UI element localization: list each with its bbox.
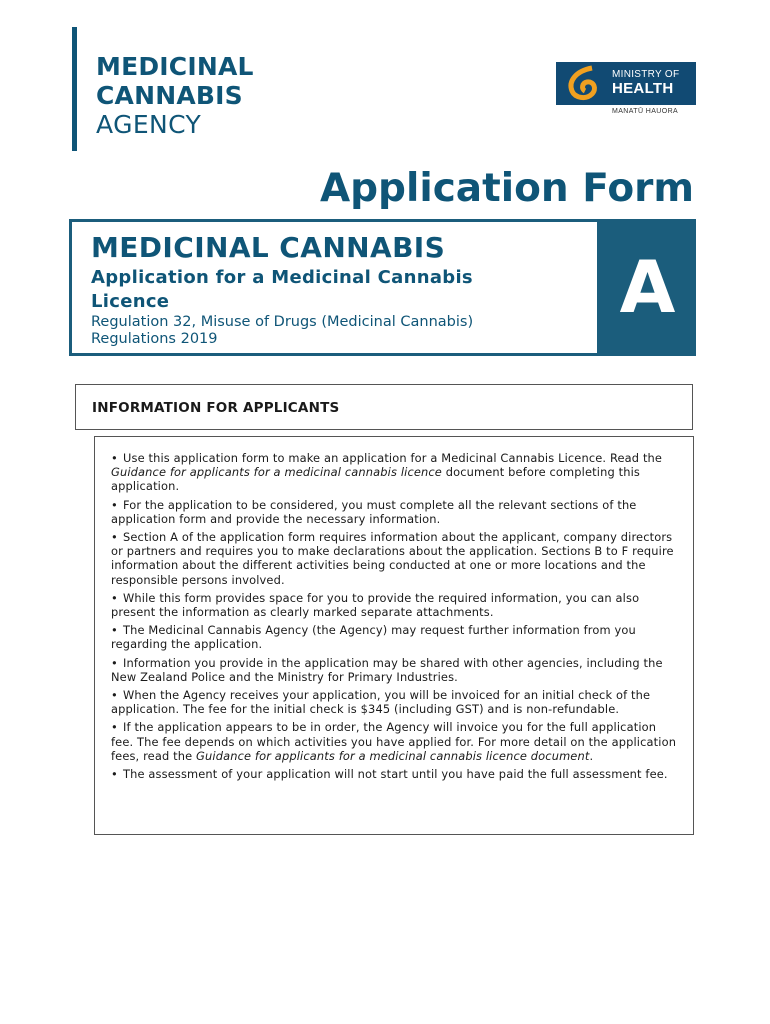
info-list-item: [111, 767, 679, 781]
info-text: The Medicinal Cannabis Agency (the Agency) may request further information from you regarding the application.: [111, 623, 636, 652]
info-list-item: [111, 591, 679, 619]
section-letter: A: [619, 245, 676, 329]
info-text: While this form provides space for you to provide the required information, you can also present the information as clearly marked separate attachments.: [111, 590, 640, 620]
info-list-item: [111, 656, 679, 684]
agency-logo-bar: [72, 27, 77, 151]
info-text: .: [589, 748, 594, 763]
guidance-document-title: Guidance for applicants for a medicinal cannabis licence document: [196, 748, 590, 763]
banner-regulation: Regulation 32, Misuse of Drugs (Medicinal Cannabis) Regulations 2019: [91, 314, 474, 347]
ministry-line1: MINISTRY OF: [612, 69, 680, 80]
info-list-item: [111, 623, 679, 651]
info-text: When the Agency receives your application, you will be invoiced for an initial check of the application. The fee for the initial check is $345 (including GST) and is non-refundable.: [111, 688, 651, 717]
guidance-document-title: Guidance for applicants for a medicinal cannabis licence: [111, 465, 442, 480]
ministry-line2: HEALTH: [612, 80, 674, 97]
info-text: The assessment of your application will not start until you have paid the full assessment fee.: [123, 767, 668, 782]
ministry-maori-name: MANATŪ HAUORA: [612, 108, 679, 115]
ministry-emblem-icon: [562, 65, 608, 102]
info-text: Information you provide in the application may be shared with other agencies, including the New Zealand Police and the Ministry for Primary Industries.: [111, 655, 663, 684]
info-heading: INFORMATION FOR APPLICANTS: [92, 400, 340, 416]
info-list-item: [111, 530, 679, 587]
ministry-of-health-logo: [556, 62, 696, 115]
agency-logo-line2: CANNABIS: [96, 81, 243, 110]
info-list-item: [111, 498, 679, 526]
info-text: If the application appears to be in order, the Agency will invoice you for the full application fee. The fee depends on which activities you have applied for. For more detail on the application fees, read the: [111, 720, 677, 763]
info-list-item: [111, 720, 679, 763]
agency-logo: [96, 52, 254, 139]
info-text: document before completing this application.: [111, 465, 640, 494]
info-text: For the application to be considered, you must complete all the relevant sections of the application form and provide the necessary information.: [111, 497, 637, 526]
form-title: Application Form: [319, 166, 694, 211]
info-list: [111, 451, 679, 781]
info-text: Section A of the application form requires information about the applicant, company directors or partners and requires you to make declarations about the application. Sections B to F require information about the different activities being conducted at one or more locations and the responsible persons involved.: [111, 530, 674, 587]
banner-heading: MEDICINAL CANNABIS: [91, 231, 446, 264]
info-list-item: [111, 688, 679, 716]
agency-logo-line3: AGENCY: [96, 110, 202, 139]
info-heading-box: [75, 384, 693, 430]
banner-subheading: Application for a Medicinal Cannabis Licence: [91, 267, 473, 312]
form-header-banner: [69, 219, 696, 356]
agency-logo-line1: MEDICINAL: [96, 52, 254, 81]
info-list-box: [94, 436, 694, 835]
info-list-item: [111, 451, 679, 494]
info-text: Use this application form to make an application for a Medicinal Cannabis Licence. Read the: [123, 451, 663, 465]
